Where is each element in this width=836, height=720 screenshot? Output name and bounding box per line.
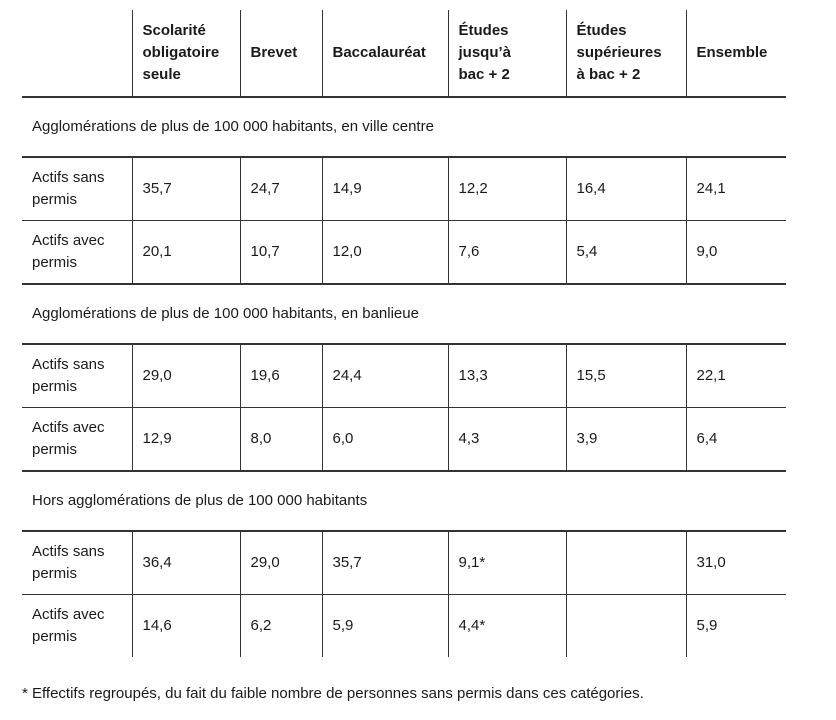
section-row xyxy=(22,97,786,157)
section-row xyxy=(22,284,786,344)
table-cell: 4,3 xyxy=(448,408,566,472)
table-cell: 3,9 xyxy=(566,408,686,472)
table-cell: 35,7 xyxy=(132,157,240,221)
table-row xyxy=(22,408,786,472)
header-cell-baccalaureat: Baccalauréat xyxy=(322,10,448,97)
table-cell: 16,4 xyxy=(566,157,686,221)
table-cell: 29,0 xyxy=(132,344,240,408)
table-row xyxy=(22,157,786,221)
table-cell: 36,4 xyxy=(132,531,240,595)
table-cell: 14,6 xyxy=(132,595,240,658)
data-table-container xyxy=(22,10,786,657)
row-label: Actifs avec permis xyxy=(32,606,105,645)
header-cell-scolarite: Scolarité obligatoire seule xyxy=(132,10,240,97)
table-cell: 9,0 xyxy=(686,221,786,285)
table-cell xyxy=(566,595,686,658)
table-cell: 35,7 xyxy=(322,531,448,595)
table-cell: 14,9 xyxy=(322,157,448,221)
table-cell: 15,5 xyxy=(566,344,686,408)
table-cell: 29,0 xyxy=(240,531,322,595)
table-cell: 12,0 xyxy=(322,221,448,285)
header-cell-etudes-superieures: Études supérieures à bac + 2 xyxy=(566,10,686,97)
header-cell-label xyxy=(22,10,132,97)
table-cell: 10,7 xyxy=(240,221,322,285)
section-title: Agglomérations de plus de 100 000 habitants, en banlieue xyxy=(22,284,786,344)
header-row xyxy=(22,10,786,97)
table-cell: 5,9 xyxy=(686,595,786,658)
table-cell: 22,1 xyxy=(686,344,786,408)
table-cell: 9,1* xyxy=(448,531,566,595)
section-title: Agglomérations de plus de 100 000 habitants, en ville centre xyxy=(22,97,786,157)
table-cell: 24,4 xyxy=(322,344,448,408)
footnote: * Effectifs regroupés, du fait du faible nombre de personnes sans permis dans ces catégories. xyxy=(22,685,644,702)
table-cell: 31,0 xyxy=(686,531,786,595)
table-cell: 6,4 xyxy=(686,408,786,472)
row-label: Actifs sans permis xyxy=(22,157,132,221)
table-cell: 12,9 xyxy=(132,408,240,472)
header-cell-ensemble: Ensemble xyxy=(686,10,786,97)
table-row xyxy=(22,344,786,408)
table-row xyxy=(22,531,786,595)
table-cell xyxy=(566,531,686,595)
row-label: Actifs avec permis xyxy=(22,221,132,285)
table-cell: 6,2 xyxy=(240,595,322,658)
table-cell: 12,2 xyxy=(448,157,566,221)
table-cell: 5,4 xyxy=(566,221,686,285)
table-cell: 6,0 xyxy=(322,408,448,472)
table-row xyxy=(22,221,786,285)
row-label: Actifs avec permis xyxy=(22,408,132,472)
table-cell: 7,6 xyxy=(448,221,566,285)
data-table xyxy=(22,10,786,657)
table-row xyxy=(22,595,786,658)
table-cell: 24,7 xyxy=(240,157,322,221)
table-cell: 5,9 xyxy=(322,595,448,658)
row-label: Actifs sans permis xyxy=(22,531,132,595)
table-cell: 20,1 xyxy=(132,221,240,285)
row-label: Actifs sans permis xyxy=(22,344,132,408)
table-cell: 4,4* xyxy=(448,595,566,658)
header-cell-etudes-bac2: Études jusqu’à bac + 2 xyxy=(448,10,566,97)
table-cell: 13,3 xyxy=(448,344,566,408)
section-row xyxy=(22,471,786,531)
table-cell: 24,1 xyxy=(686,157,786,221)
table-cell: 8,0 xyxy=(240,408,322,472)
section-title: Hors agglomérations de plus de 100 000 habitants xyxy=(22,471,786,531)
table-cell: 19,6 xyxy=(240,344,322,408)
header-cell-brevet: Brevet xyxy=(240,10,322,97)
